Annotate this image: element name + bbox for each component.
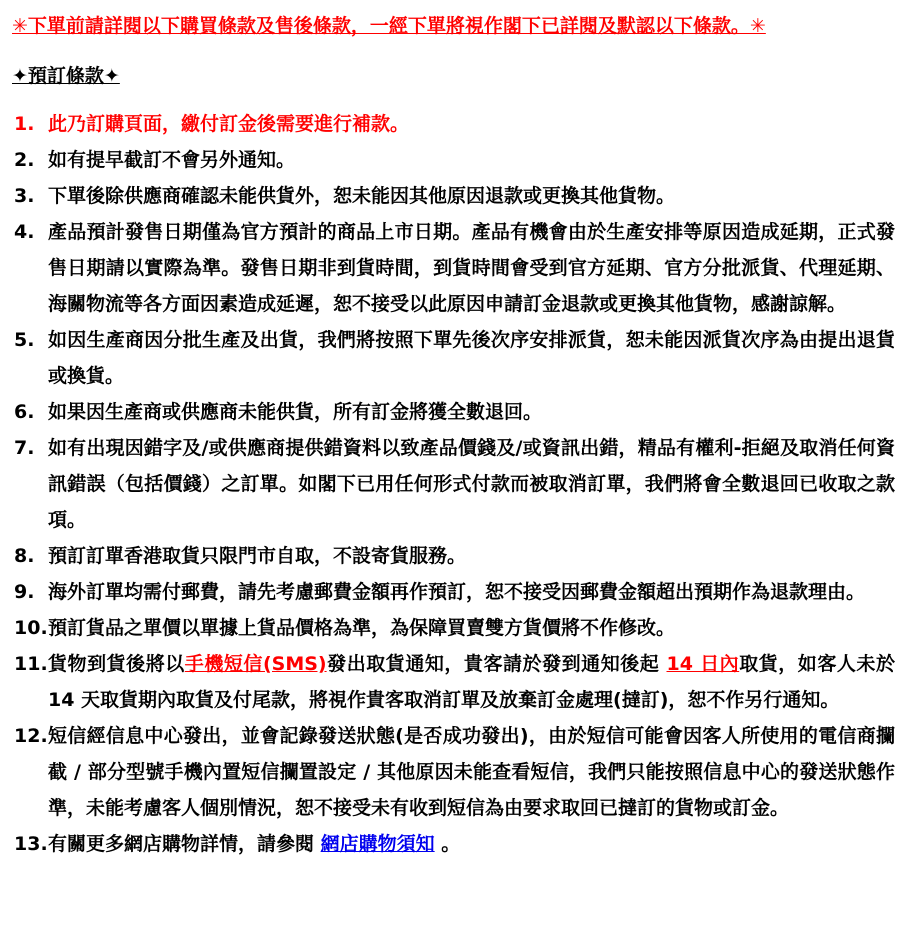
text-segment: 產品預計發售日期僅為官方預計的商品上市日期。產品有機會由於生產安排等原因造成延期，正式發售日期請以實際為準。發售日期非到貨時間，到貨時間會受到官方延期、官方分批派貨、代理延期、海關物流等各方面因素造成延遲，恕不接受以此原因申請訂金退款或更換其他貨物，感謝諒解。 [48, 221, 895, 315]
page-title: ✳下單前請詳閱以下購買條款及售後條款，一經下單將視作閣下已詳閱及默認以下條款。✳ [12, 15, 766, 37]
terms-list [12, 106, 895, 862]
item-number: 11. [14, 653, 48, 675]
item-number: 9. [14, 581, 35, 603]
terms-item [12, 106, 895, 142]
item-number: 13. [14, 833, 48, 855]
terms-item [12, 610, 895, 646]
item-text [48, 617, 675, 639]
text-segment: 預訂訂單香港取貨只限門市自取，不設寄貨服務。 [48, 545, 467, 567]
item-number: 6. [14, 401, 35, 423]
text-segment: 如因生產商因分批生產及出貨，我們將按照下單先後次序安排派貨，恕未能因派貨次序為由提出退貨或換貨。 [48, 329, 895, 387]
text-segment: 下單後除供應商確認未能供貨外，恕未能因其他原因退款或更換其他貨物。 [48, 185, 676, 207]
item-number: 12. [14, 725, 48, 747]
item-text [48, 833, 460, 855]
text-segment: 海外訂單均需付郵費，請先考慮郵費金額再作預訂，恕不接受因郵費金額超出預期作為退款理由。 [48, 581, 866, 603]
text-segment: 貨物到貨後將以 [48, 653, 185, 675]
item-text [48, 401, 542, 423]
item-number: 4. [14, 221, 35, 243]
item-number: 2. [14, 149, 35, 171]
text-segment: 預訂貨品之單價以單據上貨品價格為準，為保障買賣雙方貨價將不作修改。 [48, 617, 676, 639]
item-number: 1. [14, 113, 35, 135]
item-number: 3. [14, 185, 35, 207]
item-number: 8. [14, 545, 35, 567]
section-header-preorder-terms: ✦預訂條款✦ [12, 65, 120, 87]
text-segment: 此乃訂購頁面，繳付訂金後需要進行補款。 [48, 113, 410, 135]
terms-item [12, 394, 895, 430]
text-segment: 發出取貨通知，貴客請於發到通知後起 [326, 653, 667, 675]
item-text [48, 725, 895, 819]
terms-item [12, 826, 895, 862]
item-number: 7. [14, 437, 35, 459]
terms-item [12, 538, 895, 574]
store-shopping-guide-link[interactable]: 網店購物須知 [320, 833, 435, 855]
item-text [48, 581, 865, 603]
text-segment: 。 [434, 833, 461, 855]
terms-item [12, 322, 895, 394]
item-text [48, 329, 895, 387]
item-number: 10. [14, 617, 48, 639]
text-segment: 如有出現因錯字及/或供應商提供錯資料以致產品價錢及/或資訊出錯，精品有權利-拒絕及取消任何資訊錯誤（包括價錢）之訂單。如閣下已用任何形式付款而被取消訂單，我們將會全數退回已收取之款項。 [48, 437, 895, 531]
item-text [48, 653, 895, 711]
item-text [48, 545, 466, 567]
terms-item [12, 178, 895, 214]
item-text [48, 221, 895, 315]
highlighted-text: 14 日內 [666, 653, 740, 675]
item-text [48, 185, 675, 207]
terms-item [12, 718, 895, 826]
text-segment: 如有提早截訂不會另外通知。 [48, 149, 296, 171]
terms-item [12, 574, 895, 610]
highlighted-text: 手機短信(SMS) [184, 653, 327, 675]
text-segment: 如果因生產商或供應商未能供貨，所有訂金將獲全數退回。 [48, 401, 543, 423]
terms-item [12, 214, 895, 322]
terms-item [12, 142, 895, 178]
item-text [48, 113, 409, 135]
item-text [48, 149, 295, 171]
text-segment: 短信經信息中心發出，並會記錄發送狀態(是否成功發出)，由於短信可能會因客人所使用的電信商攔截 / 部分型號手機內置短信攔置設定 / 其他原因未能查看短信，我們只能按照信息中心的發送狀態作準，未能考慮客人個別情況，恕不接受未有收到短信為由要求取回已撻訂的貨物或訂金。 [48, 725, 895, 819]
terms-item [12, 646, 895, 718]
text-segment: 有關更多網店購物詳情，請參閱 [48, 833, 321, 855]
text-segment: 取貨，如客人未於 14 天取貨期內取貨及付尾款，將視作貴客取消訂單及放棄訂金處理(撻訂)，恕不作另行通知。 [48, 653, 895, 711]
terms-item [12, 430, 895, 538]
item-text [48, 437, 895, 531]
item-number: 5. [14, 329, 35, 351]
